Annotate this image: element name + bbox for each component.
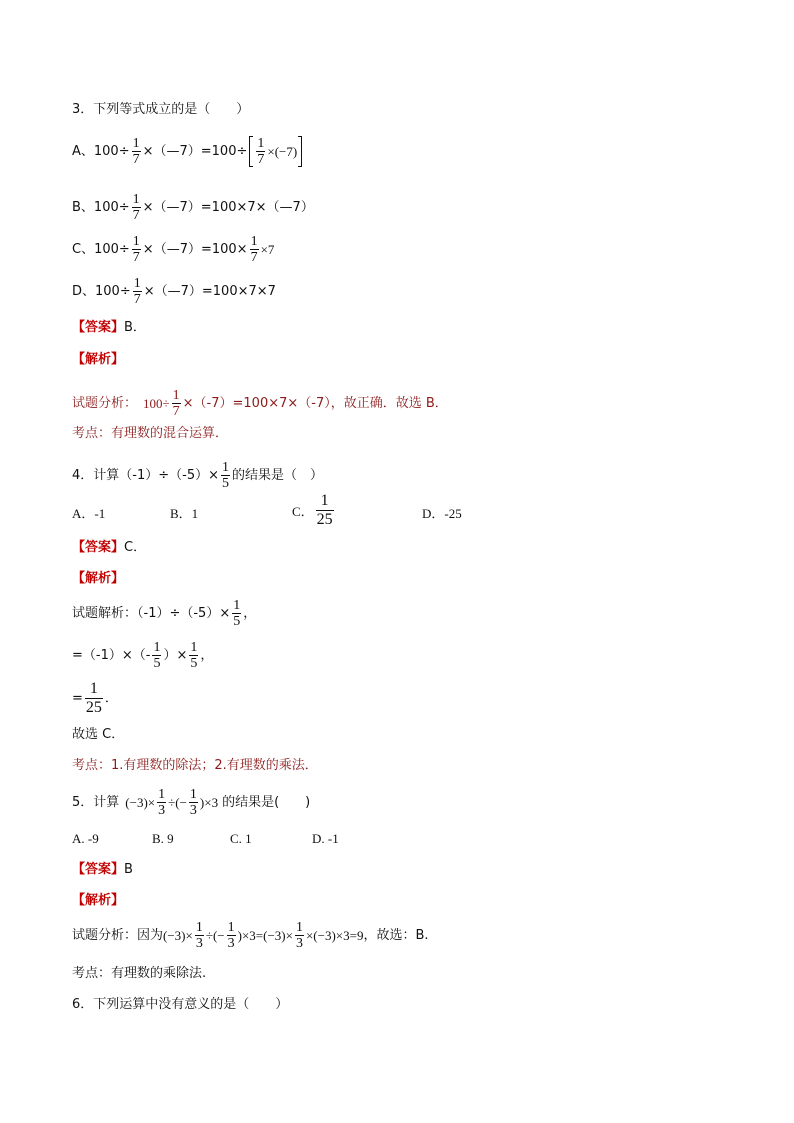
fraction: $\frac{1}{7}$ <box>132 192 140 223</box>
q3-option-a-mid: ×（—7）=100÷ <box>142 143 248 159</box>
q5-analysis-tag: 【解析】 <box>72 893 125 908</box>
q5-option-a: A. -9 <box>72 831 99 846</box>
q3-answer <box>72 320 146 336</box>
q3-option-a <box>72 136 302 167</box>
q4-option-b: B．1 <box>170 506 199 521</box>
q3-stem: 3．下列等式成立的是（ ） <box>72 102 250 117</box>
fraction: $\frac{1}{3}$ <box>227 920 235 951</box>
q4-analysis-line3: = $\frac{1}{25}$ ． <box>72 680 118 716</box>
q5-answer: 【答案】 B <box>72 862 133 877</box>
q4-option-c: C． $\frac{1}{25}$ <box>292 492 333 528</box>
fraction: $\frac{1}{3}$ <box>295 920 303 951</box>
q3-analysis: 试题分析： 100÷ $\frac{1}{7}$ ×（-7）=100×7×（-7），故正确．故选 B． <box>72 388 448 419</box>
fraction: $\frac{1}{25}$ <box>85 680 102 716</box>
fraction: $\frac{1}{3}$ <box>195 920 203 951</box>
q4-stem: 4．计算（-1）÷（-5）× $\frac{1}{5}$ 的结果是（ ） <box>72 460 323 491</box>
q4-analysis-line1: 试题解析：（-1）÷（-5）× $\frac{1}{5}$ ， <box>72 598 257 629</box>
fraction: $\frac{1}{7}$ <box>132 136 140 167</box>
answer-tag: 【答案】 <box>72 320 125 335</box>
q5-option-c: C. 1 <box>230 831 252 846</box>
fraction: $\frac{1}{5}$ <box>153 640 161 671</box>
fraction: $\frac{1}{7}$ <box>132 234 140 265</box>
q3-analysis-tag: 【解析】 <box>72 352 125 367</box>
q5-stem: 5．计算 (−3)× $\frac{1}{3}$ ÷(− $\frac{1}{3}$ )×3 的结果是( ) <box>72 787 311 818</box>
fraction: $\frac{1}{7}$ <box>257 136 265 167</box>
q4-option-d: D．-25 <box>422 506 462 521</box>
q3-option-c: C、100÷ $\frac{1}{7}$ ×（—7）=100× $\frac{1}{7}$ ×7 <box>72 234 275 265</box>
q3-option-b: B、100÷ $\frac{1}{7}$ ×（—7）=100×7×（—7） <box>72 192 314 223</box>
fraction: $\frac{1}{3}$ <box>158 787 166 818</box>
q3-option-a-lead: A、100÷ <box>72 143 130 159</box>
q3-option-d: D、100÷ $\frac{1}{7}$ ×（—7）=100×7×7 <box>72 276 276 307</box>
q5-option-b: B. 9 <box>152 831 174 846</box>
q4-option-a: A．-1 <box>72 506 106 521</box>
q5-kaodian: 考点：有理数的乘除法. <box>72 966 207 981</box>
answer-value: B． <box>124 320 146 335</box>
q4-kaodian: 考点：1.有理数的除法；2.有理数的乘法． <box>72 758 318 773</box>
square-bracket: $\frac{1}{7}$ ×(−7) <box>249 136 302 167</box>
fraction: $\frac{1}{3}$ <box>189 787 197 818</box>
fraction: $\frac{1}{7}$ <box>133 276 141 307</box>
fraction: $\frac{1}{5}$ <box>190 640 198 671</box>
q5-analysis: 试题分析：因为 (−3)× $\frac{1}{3}$ ÷(− $\frac{1}{3}$ )×3=(−3)× $\frac{1}{3}$ ×(−3)×3=9 ，故选：B. <box>72 920 429 951</box>
fraction: $\frac{1}{7}$ <box>172 388 180 419</box>
q6-stem: 6．下列运算中没有意义的是（ ） <box>72 997 289 1012</box>
fraction: $\frac{1}{5}$ <box>233 598 241 629</box>
q3-kaodian: 考点：有理数的混合运算． <box>72 426 229 441</box>
q4-conclusion: 故选 C． <box>72 727 125 742</box>
q4-analysis-tag: 【解析】 <box>72 571 125 586</box>
q5-option-d: D. -1 <box>312 831 339 846</box>
fraction: $\frac{1}{5}$ <box>221 460 229 491</box>
q4-analysis-line2: =（-1）×（- $\frac{1}{5}$ ）× $\frac{1}{5}$ ， <box>72 640 214 671</box>
fraction: $\frac{1}{25}$ <box>316 492 333 528</box>
fraction: $\frac{1}{7}$ <box>250 234 258 265</box>
q4-answer: 【答案】 C． <box>72 540 147 555</box>
